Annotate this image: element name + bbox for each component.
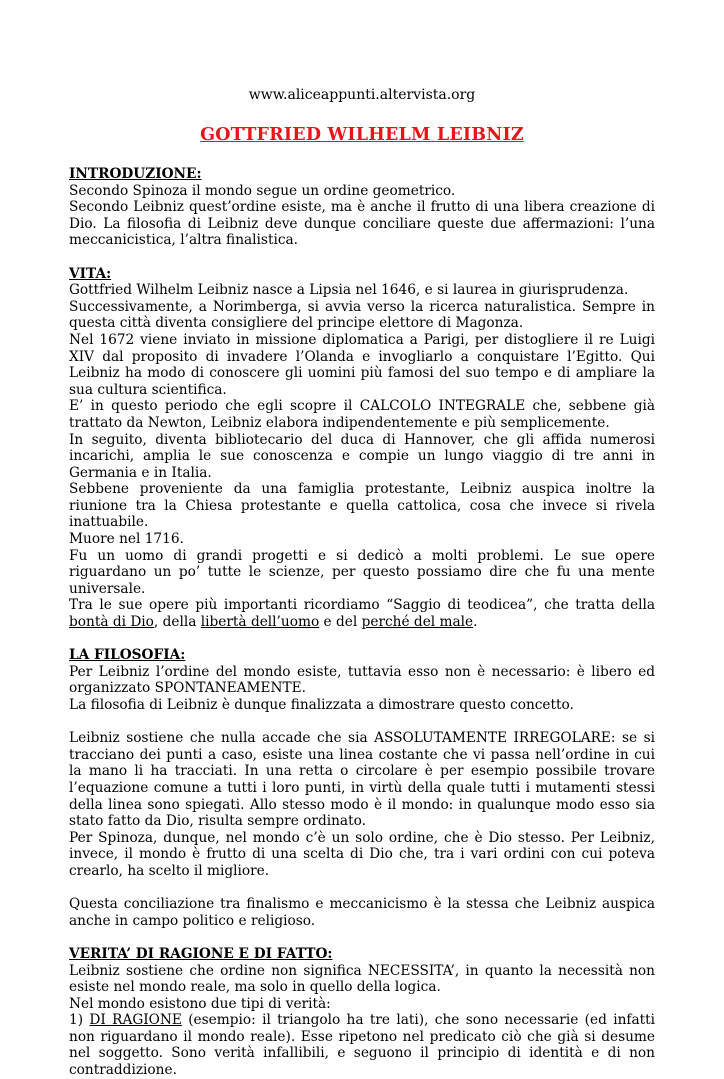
document-body bbox=[69, 166, 655, 1079]
term-di-ragione: DI RAGIONE bbox=[89, 1012, 182, 1029]
verita-paragraph-1: Leibniz sostiene che ordine non significa NECESSITA’, in quanto la necessità non esiste nel mondo reale, ma solo in quello della logica. bbox=[69, 962, 655, 996]
vita-paragraph-7: Muore nel 1716. bbox=[69, 531, 184, 548]
section-heading-vita: VITA: bbox=[69, 265, 112, 282]
site-url[interactable]: www.aliceappunti.altervista.org bbox=[248, 87, 476, 103]
vita-works-text: Tra le sue opere più importanti ricordiamo “Saggio di teodicea”, che tratta della bbox=[69, 597, 655, 614]
vita-works-end: . bbox=[473, 614, 478, 631]
vita-paragraph-1: Gottfried Wilhelm Leibniz nasce a Lipsia nel 1646, e si laurea in giurisprudenza. bbox=[69, 282, 629, 299]
intro-paragraph-1: Secondo Spinoza il mondo segue un ordine geometrico. bbox=[69, 182, 456, 199]
vita-paragraph-3: Nel 1672 viene inviato in missione diplomatica a Parigi, per distogliere il re Luigi XIV dal proposito di invadere l’Olanda e invogliarlo a conquistare l’Egitto. Qui Leibniz ha modo di conoscere gli uomini più famosi del suo tempo e di ampliare la sua cultura scientifica. bbox=[69, 331, 655, 398]
vita-works-sep-2: e del bbox=[319, 614, 362, 631]
filosofia-paragraph-1: Per Leibniz l’ordine del mondo esiste, tuttavia esso non è necessario: è libero ed organizzato SPONTANEAMENTE. bbox=[69, 663, 655, 697]
filosofia-paragraph-4: Per Spinoza, dunque, nel mondo c’è un solo ordine, che è Dio stesso. Per Leibniz, invece, il mondo è frutto di una scelta di Dio che, tra i vari ordini con cui poteva crearlo, ha scelto il migliore. bbox=[69, 829, 655, 879]
vita-paragraph-5: In seguito, diventa bibliotecario del duca di Hannover, che gli affida numerosi incarichi, amplia le sue conoscenza e compie un lungo viaggio di tre anni in Germania e in Italia. bbox=[69, 431, 655, 481]
section-heading-intro: INTRODUZIONE: bbox=[69, 166, 202, 182]
page-title: GOTTFRIED WILHELM LEIBNIZ bbox=[200, 125, 524, 145]
filosofia-paragraph-3: Leibniz sostiene che nulla accade che sia ASSOLUTAMENTE IRREGOLARE: se si tracciano dei punti a caso, esiste una linea costante che vi passa nell’ordine in cui la mano li ha tracciati. In una retta o circolare è per esempio possibile trovare l’equazione comune a tutti i loro punti, in virtù della quale tutti i mutamenti stessi della linea sono spiegati. Allo stesso modo è il mondo: in qualunque modo esso sia stato fatto da Dio, risulta sempre ordinato. bbox=[69, 730, 655, 830]
intro-paragraph-2: Secondo Leibniz quest’ordine esiste, ma è anche il frutto di una libera creazione di Dio. La filosofia di Leibniz deve dunque conciliare queste due affermazioni: l’una meccanicistica, l’altra finalistica. bbox=[69, 199, 655, 249]
vita-works-sep-1: , della bbox=[153, 614, 201, 631]
topic-perche-male: perché del male bbox=[361, 614, 474, 631]
vita-paragraph-2: Successivamente, a Norimberga, si avvia verso la ricerca naturalistica. Sempre in questa città diventa consigliere del principe elettore di Magonza. bbox=[69, 298, 655, 332]
verita-ragione-text: (esempio: il triangolo ha tre lati), che sono necessarie (ed infatti non riguardano il mondo reale). Esse ripetono nel predicato ciò che già si desume nel soggetto. Sono verità infallibili, e seguono il principio di identità e di non contraddizione. bbox=[69, 1012, 655, 1079]
vita-paragraph-8: Fu un uomo di grandi progetti e si dedicò a molti problemi. Le sue opere riguardano un po’ tutte le scienze, per questo possiamo dire che fu una mente universale. bbox=[69, 547, 655, 597]
vita-paragraph-6: Sebbene proveniente da una famiglia protestante, Leibniz auspica inoltre la riunione tra la Chiesa protestante e quella cattolica, cosa che invece si rivela inattuabile. bbox=[69, 481, 655, 531]
vita-paragraph-4: E’ in questo periodo che egli scopre il CALCOLO INTEGRALE che, sebbene già trattato da Newton, Leibniz elabora indipendentemente e più semplicemente. bbox=[69, 398, 655, 431]
filosofia-paragraph-5: Questa conciliazione tra finalismo e meccanicismo è la stessa che Leibniz auspica anche in campo politico e religioso. bbox=[69, 896, 655, 929]
section-heading-verita: VERITA’ DI RAGIONE E DI FATTO: bbox=[69, 945, 333, 962]
topic-bonta-di-dio: bontà di Dio bbox=[69, 614, 154, 631]
filosofia-paragraph-2: La filosofia di Leibniz è dunque finalizzata a dimostrare questo concetto. bbox=[69, 697, 574, 713]
vita-paragraph-9 bbox=[69, 597, 655, 630]
topic-liberta-uomo: libertà dell’uomo bbox=[200, 614, 320, 631]
section-heading-filosofia: LA FILOSOFIA: bbox=[69, 647, 186, 664]
verita-paragraph-2: Nel mondo esistono due tipi di verità: bbox=[69, 995, 331, 1012]
verita-paragraph-3 bbox=[69, 1012, 655, 1078]
list-number: 1) bbox=[69, 1012, 90, 1029]
